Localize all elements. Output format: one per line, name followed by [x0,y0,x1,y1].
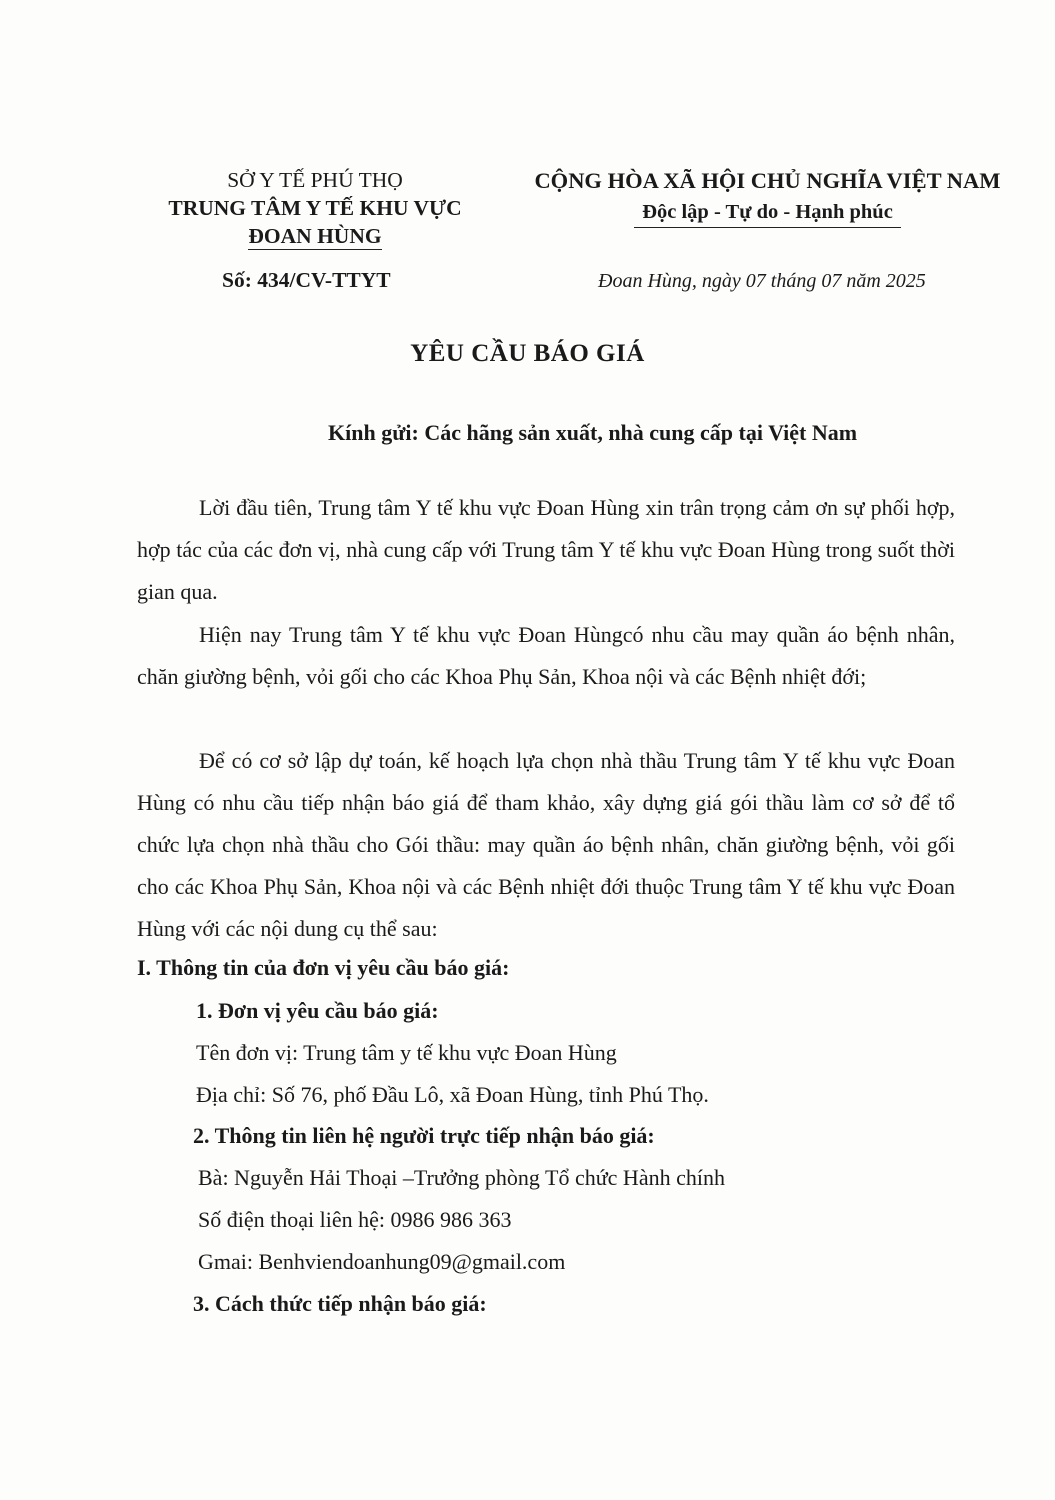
paragraph-intro: Lời đầu tiên, Trung tâm Y tế khu vực Đoan Hùng xin trân trọng cảm ơn sự phối hợp, hợp tác của các đơn vị, nhà cung cấp với Trung tâm Y tế khu vực Đoan Hùng trong suốt thời gian qua. [137,495,955,604]
contact-phone: Số điện thoại liên hệ: 0986 986 363 [198,1207,512,1232]
agency-name-line2: ĐOAN HÙNG [248,224,382,248]
parent-agency: SỞ Y TẾ PHÚ THỌ [227,168,403,192]
place-date: Đoan Hùng, ngày 07 tháng 07 năm 2025 [598,270,926,292]
document-number: Số: 434/CV-TTYT [222,268,391,292]
subsection-1-heading: 1. Đơn vị yêu cầu báo giá: [196,998,439,1023]
subsection-3-heading: 3. Cách thức tiếp nhận báo giá: [193,1291,487,1316]
unit-address: Địa chỉ: Số 76, phố Đầu Lô, xã Đoan Hùng, tỉnh Phú Thọ. [196,1082,709,1107]
contact-email: Gmai: Benhviendoanhung09@gmail.com [198,1249,566,1274]
national-motto: Độc lập - Tự do - Hạnh phúc [634,199,901,228]
document-title: YÊU CẦU BÁO GIÁ [410,340,645,367]
recipient-line: Kính gửi: Các hãng sản xuất, nhà cung cấp tại Việt Nam [328,420,858,445]
agency-name-line1: TRUNG TÂM Y TẾ KHU VỰC [168,196,462,220]
issuing-agency-block [140,166,490,250]
national-header-block [520,166,1015,228]
unit-name: Tên đơn vị: Trung tâm y tế khu vực Đoan Hùng [196,1040,617,1065]
national-title: CỘNG HÒA XÃ HỘI CHỦ NGHĨA VIỆT NAM [534,168,1001,193]
subsection-2-heading: 2. Thông tin liên hệ người trực tiếp nhận báo giá: [193,1123,655,1148]
contact-person: Bà: Nguyễn Hải Thoại –Trưởng phòng Tổ chức Hành chính [198,1165,725,1190]
section-1-heading: I. Thông tin của đơn vị yêu cầu báo giá: [137,955,510,980]
paragraph-need: Hiện nay Trung tâm Y tế khu vực Đoan Hùngcó nhu cầu may quần áo bệnh nhân, chăn giường bệnh, vỏi gối cho các Khoa Phụ Sản, Khoa nội và các Bệnh nhiệt đới; [137,622,955,689]
paragraph-purpose: Để có cơ sở lập dự toán, kế hoạch lựa chọn nhà thầu Trung tâm Y tế khu vực Đoan Hùng có nhu cầu tiếp nhận báo giá để tham khảo, xây dựng giá gói thầu làm cơ sở để tổ chức lựa chọn nhà thầu cho Gói thầu: may quần áo bệnh nhân, chăn giường bệnh, vỏi gối cho các Khoa Phụ Sản, Khoa nội và các Bệnh nhiệt đới thuộc Trung tâm Y tế khu vực Đoan Hùng với các nội dung cụ thể sau: [137,748,955,941]
